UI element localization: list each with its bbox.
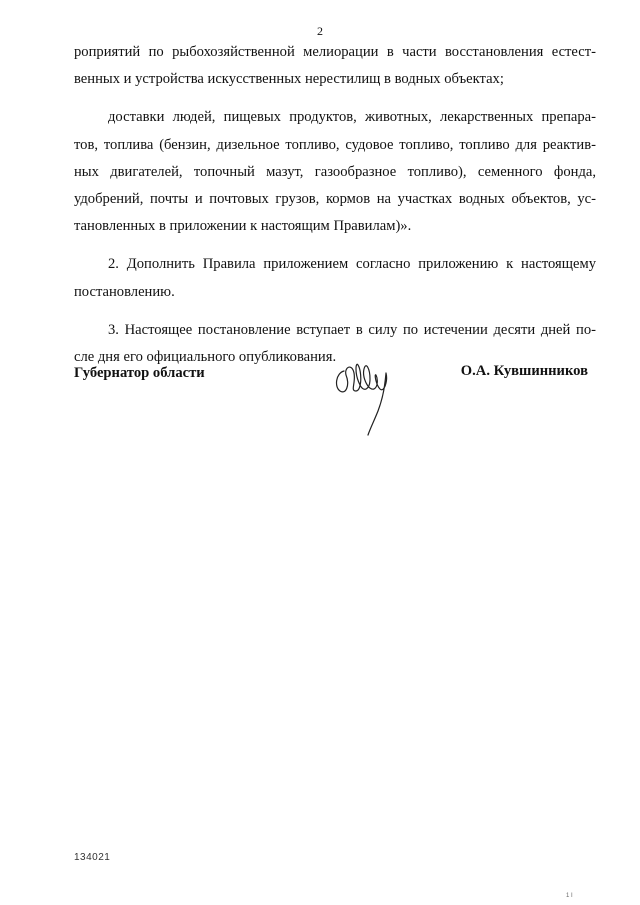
- text-line: ных двигателей, топочный мазут, газообразное топливо), семенного фонда,: [74, 163, 596, 180]
- text-line: 2. Дополнить Правила приложением согласно приложению к настоящему: [108, 256, 596, 273]
- position-title: Губернатор области: [74, 365, 205, 381]
- text-line: сле дня его официального опубликования.: [74, 349, 337, 366]
- signer-name: О.А. Кувшинников: [460, 363, 588, 379]
- text-line: удобрений, почты и почтовых грузов, кормов на участках водных объектов, ус-: [74, 191, 596, 208]
- signature-block: [74, 365, 596, 465]
- document-body: [74, 39, 596, 371]
- text-line: постановлению.: [74, 283, 175, 300]
- document-code: 134021: [74, 852, 111, 863]
- paragraph-delivery: [74, 104, 596, 240]
- text-line: венных и устройства искусственных нерестилищ в водных объектах;: [74, 71, 504, 88]
- text-line: 3. Настоящее постановление вступает в силу по истечении десяти дней по-: [108, 321, 596, 338]
- page-number: 2: [317, 24, 323, 38]
- text-line: тов, топлива (бензин, дизельное топливо, судовое топливо, топливо для реактив-: [74, 136, 596, 153]
- paragraph-continuation: [74, 39, 596, 93]
- text-line: тановленных в приложении к настоящим Правилам)».: [74, 218, 412, 235]
- text-line: доставки людей, пищевых продуктов, животных, лекарственных препара-: [108, 109, 596, 126]
- paragraph-item-2: [74, 251, 596, 305]
- corner-mark: 1 I: [566, 893, 573, 899]
- text-line: роприятий по рыбохозяйственной мелиорации в части восстановления естест-: [74, 44, 596, 60]
- handwritten-signature: [332, 351, 402, 441]
